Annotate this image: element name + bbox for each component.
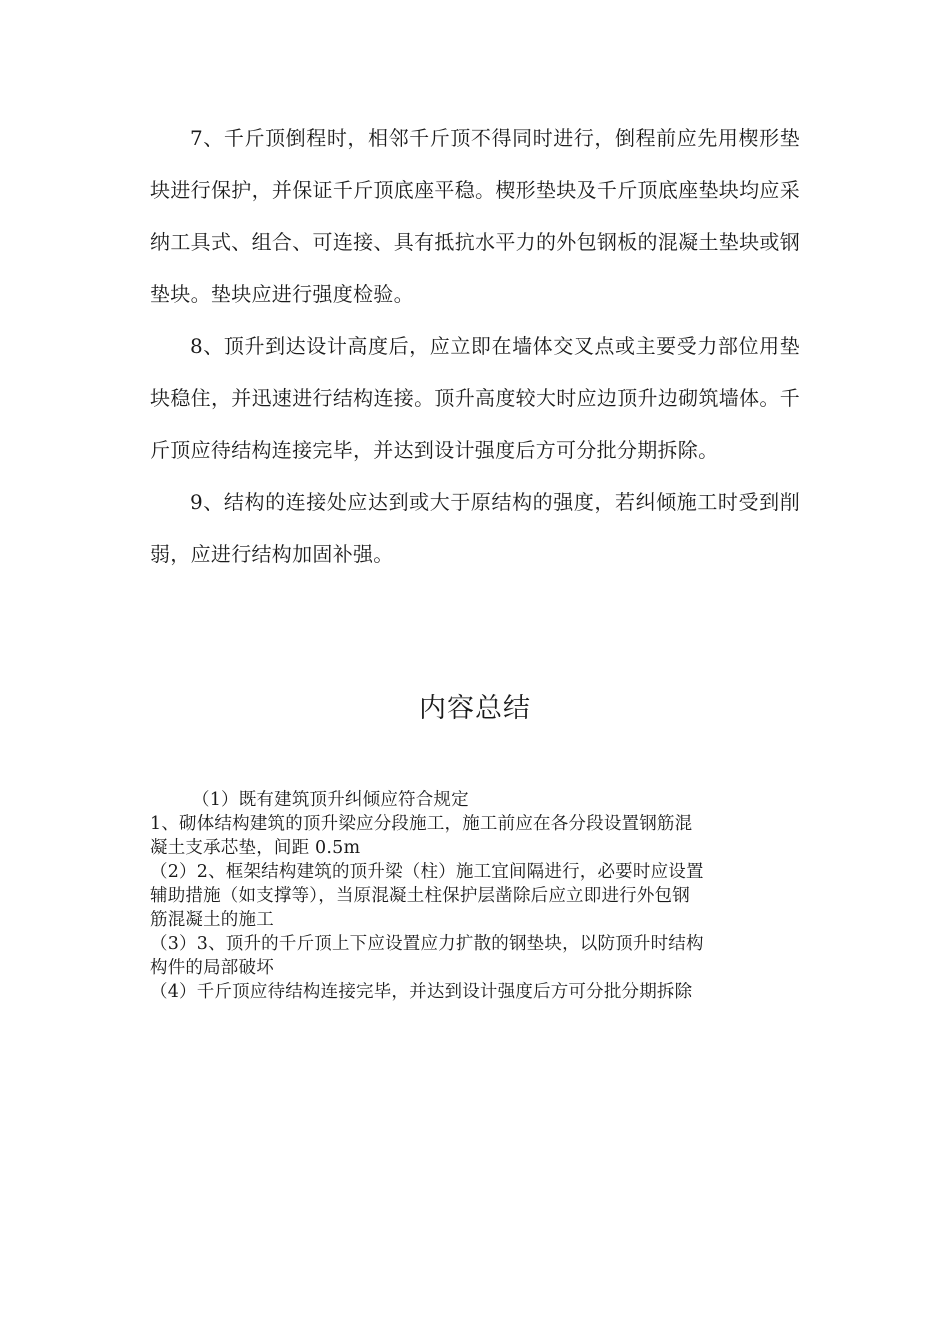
summary-line: （1）既有建筑顶升纠倾应符合规定: [192, 790, 469, 810]
summary-line: 辅助措施（如支撑等），当原混凝土柱保护层凿除后应立即进行外包钢: [150, 886, 690, 906]
summary-line: （2）2、框架结构建筑的顶升梁（柱）施工宜间隔进行，必要时应设置: [150, 862, 704, 882]
summary-line: 1、砌体结构建筑的顶升梁应分段施工，施工前应在各分段设置钢筋混: [150, 814, 693, 834]
paragraph-8: 8、顶升到达设计高度后，应立即在墙体交叉点或主要受力部位用垫块稳住，并迅速进行结构连接。顶升高度较大时应边顶升边砌筑墙体。千斤顶应待结构连接完毕，并达到设计强度后方可分批分期拆除。: [150, 334, 800, 462]
paragraph-9: 9、结构的连接处应达到或大于原结构的强度，若纠倾施工时受到削弱，应进行结构加固补强。: [150, 490, 800, 566]
summary-list: [150, 788, 800, 1004]
body-text: [150, 112, 800, 580]
paragraph-7: 7、千斤顶倒程时，相邻千斤顶不得同时进行，倒程前应先用楔形垫块进行保护，并保证千斤顶底座平稳。楔形垫块及千斤顶底座垫块均应采纳工具式、组合、可连接、具有抵抗水平力的外包钢板的混凝土垫块或钢垫块。垫块应进行强度检验。: [150, 126, 800, 306]
summary-line: 构件的局部破坏: [150, 958, 274, 978]
summary-line: （3）3、顶升的千斤顶上下应设置应力扩散的钢垫块，以防顶升时结构: [150, 934, 704, 954]
summary-title: 内容总结: [419, 693, 531, 724]
summary-line: （4）千斤顶应待结构连接完毕，并达到设计强度后方可分批分期拆除: [150, 982, 693, 1002]
summary-line: 筋混凝土的施工: [150, 910, 274, 930]
summary-line: 凝土支承芯垫，间距 0.5m: [150, 838, 361, 858]
